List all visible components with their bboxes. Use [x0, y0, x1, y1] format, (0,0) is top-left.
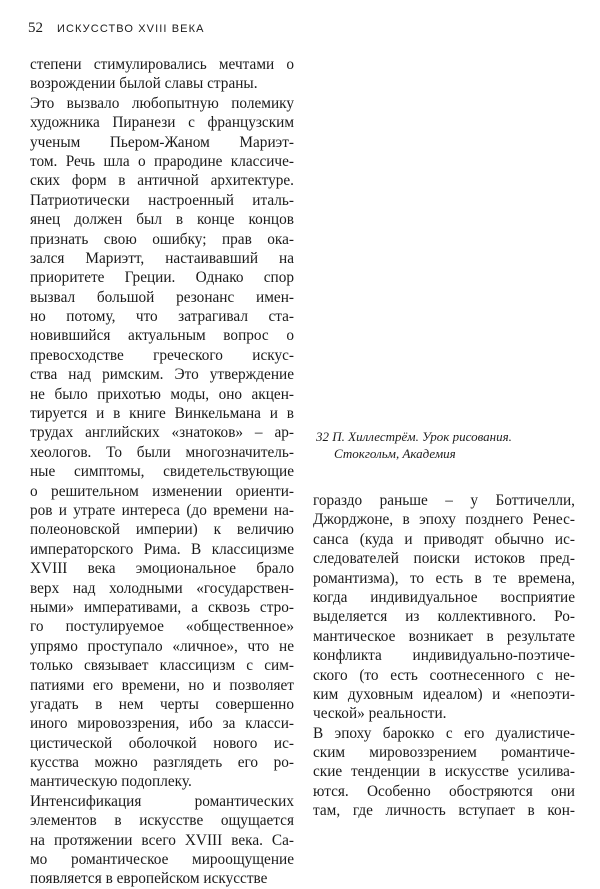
text-line: XVIII века эмоциональное брало: [30, 560, 294, 578]
text-line: появляется в европейском искусстве: [30, 870, 268, 888]
text-line: но потому, что затрагивал ста-: [30, 308, 294, 326]
right-text-column: [313, 491, 575, 821]
text-line: возрождении былой славы страны.: [30, 75, 258, 93]
text-line: хеологов. То были многозначитель-: [30, 443, 294, 461]
page-number: 52: [28, 20, 43, 36]
text-line: полеоновской империи) к величию: [30, 521, 294, 539]
text-line: ются. Особенно обостряются они: [313, 782, 575, 800]
text-line: го постулируемое «общественное»: [30, 618, 294, 636]
text-line: ные симптомы, свидетельствующие: [30, 463, 294, 481]
figure-caption: [316, 428, 574, 462]
text-line: о решительном изменении ориенти-: [30, 482, 294, 500]
text-line: императорского Рима. В классицизме: [30, 540, 294, 558]
text-line: художника Пиранези с французским: [30, 114, 294, 132]
text-line: там, где личность вступает в кон-: [313, 802, 575, 820]
text-line: ными» императивами, а сквозь стро-: [30, 598, 294, 616]
caption-line-1: 32 П. Хиллестрём. Урок рисования.: [316, 429, 512, 444]
text-line: ческой» реальности.: [313, 705, 447, 723]
text-line: степени стимулировались мечтами о: [30, 56, 294, 73]
text-line: иного мировоззрения, ибо за класси-: [30, 715, 294, 733]
text-line: новившийся актуальным вопрос о: [30, 327, 294, 345]
text-line: на протяжении всего XVIII века. Са-: [30, 831, 294, 849]
text-line: когда индивидуальное восприятие: [313, 588, 575, 606]
text-line: ученым Пьером-Жаном Мариэт-: [30, 133, 294, 151]
text-line: том. Речь шла о прародине классиче-: [30, 152, 294, 170]
text-line: верх над холодными «государствен-: [30, 579, 294, 597]
text-line: ства над римским. Это утверждение: [30, 366, 294, 384]
text-line: элементов в искусстве ощущается: [30, 812, 294, 830]
text-line: ских форм в античной архитектуре.: [30, 172, 294, 190]
text-line: тируется и в книге Винкельмана и в: [30, 405, 294, 423]
text-line: кусства можно разглядеть его ро-: [30, 754, 294, 772]
text-line: только связывает классицизм с сим-: [30, 657, 294, 675]
text-line: признать свою ошибку; прав ока-: [30, 230, 294, 248]
text-line: выделяется из коллективного. Ро-: [313, 608, 575, 626]
text-line: гораздо раньше – у Боттичелли,: [313, 492, 575, 509]
text-line: ские тенденции в искусстве усилива-: [313, 763, 575, 781]
text-line: превосходстве греческого искус-: [30, 346, 294, 364]
text-line: упрямо проступало «личное», что не: [30, 637, 294, 655]
text-line: трудах английских «знатоков» – ар-: [30, 424, 294, 442]
text-line: Интенсификация романтических: [30, 792, 294, 810]
text-line: янец должен был в конце концов: [30, 211, 294, 229]
text-line: мо романтическое мироощущение: [30, 851, 294, 869]
text-line: В эпоху барокко с его дуалистиче-: [313, 724, 575, 742]
text-line: зался Мариэтт, настаивавший на: [30, 249, 294, 267]
text-line: угадать в нем черты совершенно: [30, 695, 294, 713]
text-line: ским мировоззрением романтиче-: [313, 744, 575, 762]
text-line: ким духовным идеалом) и «непоэти-: [313, 685, 575, 703]
text-line: мантическое возникает в результате: [313, 627, 575, 645]
page-header: [28, 20, 205, 42]
text-line: вызвал большой резонанс имен-: [30, 288, 294, 306]
text-line: мантическую подоплеку.: [30, 773, 192, 791]
text-line: конфликта индивидуально-поэтиче-: [313, 647, 575, 665]
text-line: ров и утрате интереса (до времени на-: [30, 501, 294, 519]
text-line: цистической оболочкой нового ис-: [30, 734, 294, 752]
text-line: Патриотически настроенный италь-: [30, 191, 294, 209]
text-line: не было прихотью моды, оно акцен-: [30, 385, 294, 403]
running-head: ИСКУССТВО XVIII ВЕКА: [57, 23, 205, 35]
text-line: Джорджоне, в эпоху позднего Ренес-: [313, 511, 575, 529]
text-line: романтизма), то есть в те времена,: [313, 569, 575, 587]
text-line: следователей поиски истоков пред-: [313, 550, 575, 568]
text-line: Это вызвало любопытную полемику: [30, 94, 294, 112]
text-line: ского (то есть соотнесенного с не-: [313, 666, 575, 684]
text-line: приоритете Греции. Однако спор: [30, 269, 294, 287]
text-line: санса (куда и приводят обычно ис-: [313, 530, 575, 548]
caption-line-2: Стокгольм, Академия: [334, 446, 456, 461]
left-text-column: [30, 55, 294, 889]
text-line: патиями его времени, но и позволяет: [30, 676, 294, 694]
